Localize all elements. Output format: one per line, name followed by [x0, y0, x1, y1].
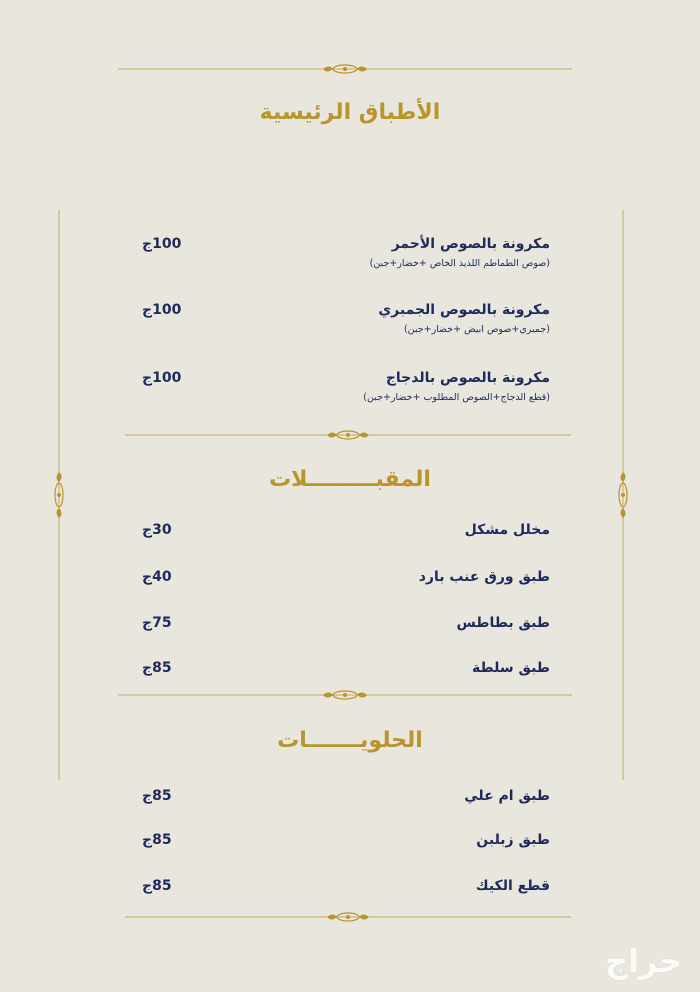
- menu-item: [130, 660, 550, 682]
- item-name: مكرونة بالصوص الجمبري: [378, 302, 550, 318]
- item-name: طبق ورق عنب بارد: [418, 569, 550, 585]
- item-name: طبق بطاطس: [456, 615, 550, 631]
- item-price: 100ج: [142, 236, 182, 252]
- bottom-ornament-divider: [125, 910, 571, 924]
- item-name: طبق سلطة: [471, 660, 550, 676]
- item-price: 85ج: [142, 832, 172, 848]
- item-description: (جمبري+صوص ابيض +خضار+جبن): [403, 324, 550, 335]
- item-name: مخلل مشكل: [464, 522, 550, 538]
- item-name: طبق ام علي: [464, 788, 550, 804]
- item-description: (صوص الطماطم اللذيذ الخاص +خضار+جبن): [369, 258, 550, 269]
- menu-item: [130, 878, 550, 900]
- item-name: مكرونة بالصوص بالدجاج: [385, 370, 550, 386]
- section-title-main-dishes: الأطباق الرئيسية: [259, 100, 441, 125]
- left-side-ornament: [52, 210, 66, 780]
- section-title-desserts: الحلويـــــــات: [277, 728, 423, 753]
- item-price: 75ج: [142, 615, 172, 631]
- item-price: 85ج: [142, 788, 172, 804]
- item-description: (قطع الدجاج+الصوص المطلوب +خضار+جبن): [363, 392, 550, 403]
- watermark-logo: حراج: [605, 942, 682, 980]
- menu-item: [130, 236, 550, 276]
- item-name: مكرونة بالصوص الأحمر: [391, 236, 550, 252]
- item-price: 100ج: [142, 370, 182, 386]
- item-price: 40ج: [142, 569, 172, 585]
- item-name: طبق زبلبن: [476, 832, 550, 848]
- item-name: قطع الكيك: [475, 878, 550, 894]
- menu-item: [130, 370, 550, 410]
- menu-item: [130, 302, 550, 342]
- right-side-ornament: [616, 210, 630, 780]
- section-title-appetizers: المقبـــــــــلات: [269, 467, 431, 492]
- item-price: 30ج: [142, 522, 172, 538]
- middle-ornament-divider-1: [125, 428, 571, 442]
- item-price: 85ج: [142, 878, 172, 894]
- middle-ornament-divider-2: [118, 688, 572, 702]
- top-ornament-divider: [118, 62, 572, 76]
- item-price: 85ج: [142, 660, 172, 676]
- item-price: 100ج: [142, 302, 182, 318]
- menu-item: [130, 569, 550, 591]
- menu-item: [130, 615, 550, 637]
- menu-item: [130, 832, 550, 854]
- menu-item: [130, 788, 550, 810]
- menu-item: [130, 522, 550, 544]
